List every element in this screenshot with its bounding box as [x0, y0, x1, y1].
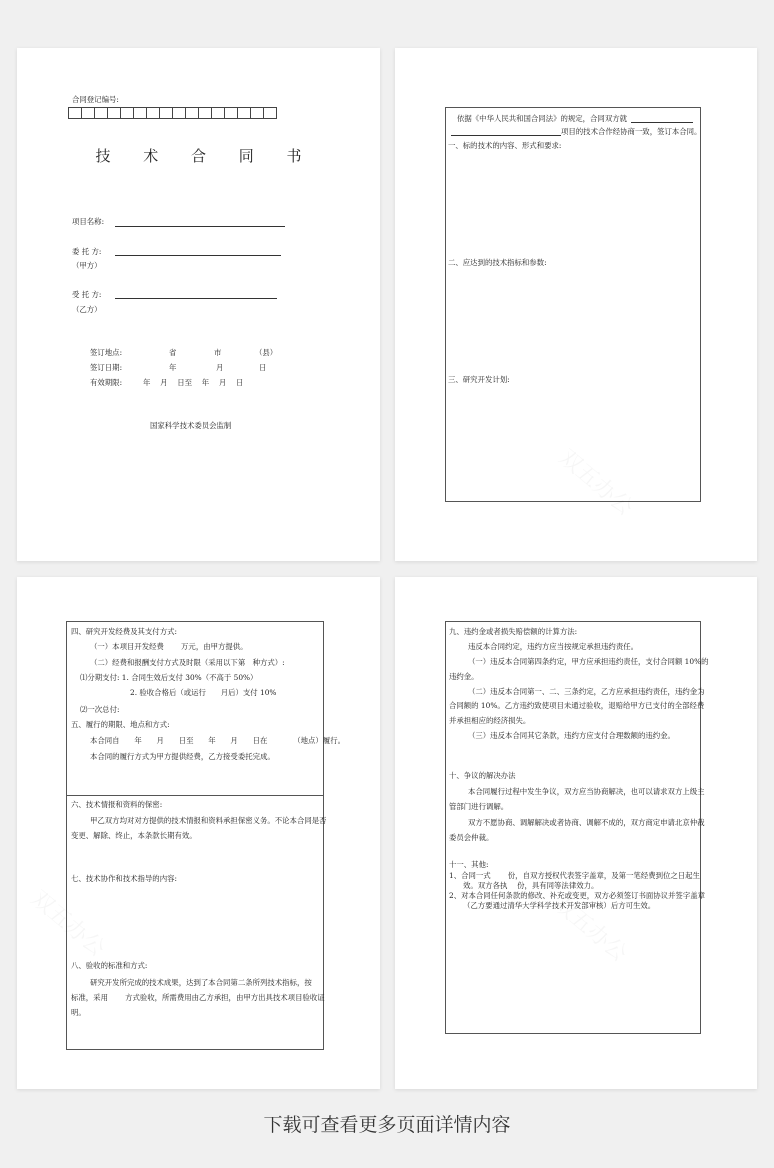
entrusted-party-label: 受 托 方:	[72, 290, 102, 299]
project-name-label: 项目名称:	[72, 217, 105, 226]
section-4-line-5: ⑵一次总付:	[80, 705, 120, 714]
section-8-heading: 八、验收的标准和方式:	[71, 961, 148, 970]
sign-date-label: 签订日期:	[90, 363, 123, 372]
contract-cover-page	[17, 48, 380, 561]
section-9-heading: 九、违约金或者损失赔偿额的计算方法:	[449, 627, 578, 636]
section-6-line-2: 变更、解除、终止，本条款长期有效。	[71, 831, 197, 840]
validity-text: 年 月 日至 年 月 日	[143, 378, 244, 387]
intro-line-2: 项目的技术合作经协商一致，签订本合同。	[561, 127, 702, 136]
section-5-heading: 五、履行的期限、地点和方式:	[71, 720, 170, 729]
registration-number-boxes	[69, 107, 277, 119]
sign-place-county: （县）	[255, 348, 278, 357]
section-8-line-1: 研究开发所完成的技术成果，达到了本合同第二条所列技术指标，按	[90, 978, 312, 987]
section-4-heading: 四、研究开发经费及其支付方式:	[71, 627, 177, 636]
section-9-line-2: （一）违反本合同第四条约定，甲方应承担违约责任，支付合同额 10%的	[468, 657, 709, 666]
section-8-line-2: 标准，采用 方式验收，所需费用由乙方承担，由甲方出具技术项目验收证	[71, 993, 325, 1002]
download-more-caption: 下载可查看更多页面详情内容	[263, 1114, 511, 1136]
section-9-line-7: （三）违反本合同其它条款，违约方应支付合理数额的违约金。	[468, 731, 675, 740]
document-title: 技 术 合 同 书	[95, 147, 316, 165]
section-8-line-3: 明。	[71, 1008, 86, 1017]
section-11-line-4: （乙方要通过清华大学科学技术开发部审核）后方可生效。	[463, 901, 656, 910]
section-10-heading: 十、争议的解决办法	[449, 771, 516, 780]
project-name-line	[115, 226, 285, 227]
section-10-line-3: 双方不愿协商、调解解决或者协商、调解不成的，双方商定申请北京仲裁	[468, 818, 705, 827]
sign-date-month: 月	[216, 363, 224, 372]
supervisor-text: 国家科学技术委员会监制	[150, 421, 232, 430]
section-9-line-6: 并承担相应的经济损失。	[449, 716, 531, 725]
section-6-line-1: 甲乙双方均对对方提供的技术情报和资料承担保密义务。不论本合同是否	[90, 816, 327, 825]
sign-place-province: 省	[169, 348, 177, 357]
section-4-line-3: ⑴分期支付: 1. 合同生效后支付 30%（不高于 50%）	[80, 673, 258, 682]
contract-page-3	[17, 577, 380, 1089]
registration-number-label: 合同登记编号:	[72, 95, 119, 104]
intro-line-1: 依据《中华人民共和国合同法》的规定，合同双方就	[457, 114, 627, 123]
validity-label: 有效期限:	[90, 378, 123, 387]
section-5-line-1: 本合同自 年 月 日至 年 月 日在 （地点）履行。	[90, 736, 345, 745]
section-11-line-1: 1、合同一式 份，自双方授权代表签字盖章，及第一笔经费到位之日起生	[449, 871, 700, 880]
section-1-heading: 一、标的技术的内容、形式和要求:	[448, 141, 562, 150]
section-11-heading: 十一、其他:	[449, 860, 489, 869]
intro-blank-1	[631, 122, 693, 123]
section-10-line-2: 管部门进行调解。	[449, 802, 509, 811]
section-11-line-3: 2、对本合同任何条款的修改、补充或变更，双方必须签订书面协议并签字盖章	[449, 891, 705, 900]
sign-place-label: 签订地点:	[90, 348, 123, 357]
section-9-line-4: （二）违反本合同第一、二、三条约定，乙方应承担违约责任，违约金为	[468, 687, 705, 696]
section-4-line-2: （二）经费和报酬支付方式及时限（采用以下第 种方式）:	[90, 658, 285, 667]
entrusted-party-line	[115, 298, 277, 299]
section-4-line-4: 2. 验收合格后（或运行 月后）支付 10%	[130, 688, 277, 697]
section-11-line-2: 效。双方各执 份，具有同等法律效力。	[463, 881, 599, 890]
section-2-heading: 二、应达到的技术指标和参数:	[448, 258, 547, 267]
section-3-heading: 三、研究开发计划:	[448, 375, 510, 384]
sign-date-day: 日	[259, 363, 267, 372]
section-9-line-1: 违反本合同约定，违约方应当按规定承担违约责任。	[468, 642, 638, 651]
section-6-heading: 六、技术情报和资料的保密:	[71, 800, 163, 809]
intro-blank-2	[451, 135, 561, 136]
section-4-line-1: （一）本项目开发经费 万元，由甲方提供。	[90, 642, 248, 651]
section-9-line-3: 违约金。	[449, 672, 479, 681]
section-10-line-4: 委员会仲裁。	[449, 833, 494, 842]
section-5-line-2: 本合同的履行方式为甲方提供经费，乙方接受委托完成。	[90, 752, 275, 761]
entrusting-party-label: 委 托 方:	[72, 247, 102, 256]
contract-page-4	[395, 577, 757, 1089]
section-10-line-1: 本合同履行过程中发生争议，双方应当协商解决，也可以请求双方上级主	[468, 787, 705, 796]
entrusting-party-line	[115, 255, 281, 256]
section-7-heading: 七、技术协作和技术指导的内容:	[71, 874, 177, 883]
section-9-line-5: 合同额的 10%。乙方违约致使项目未通过验收，退赔给甲方已支付的全部经费	[449, 701, 705, 710]
party-a-label: （甲方）	[72, 261, 102, 270]
sign-date-year: 年	[169, 363, 177, 372]
contract-page-2	[395, 48, 757, 561]
party-b-label: （乙方）	[72, 305, 102, 314]
sign-place-city: 市	[214, 348, 222, 357]
